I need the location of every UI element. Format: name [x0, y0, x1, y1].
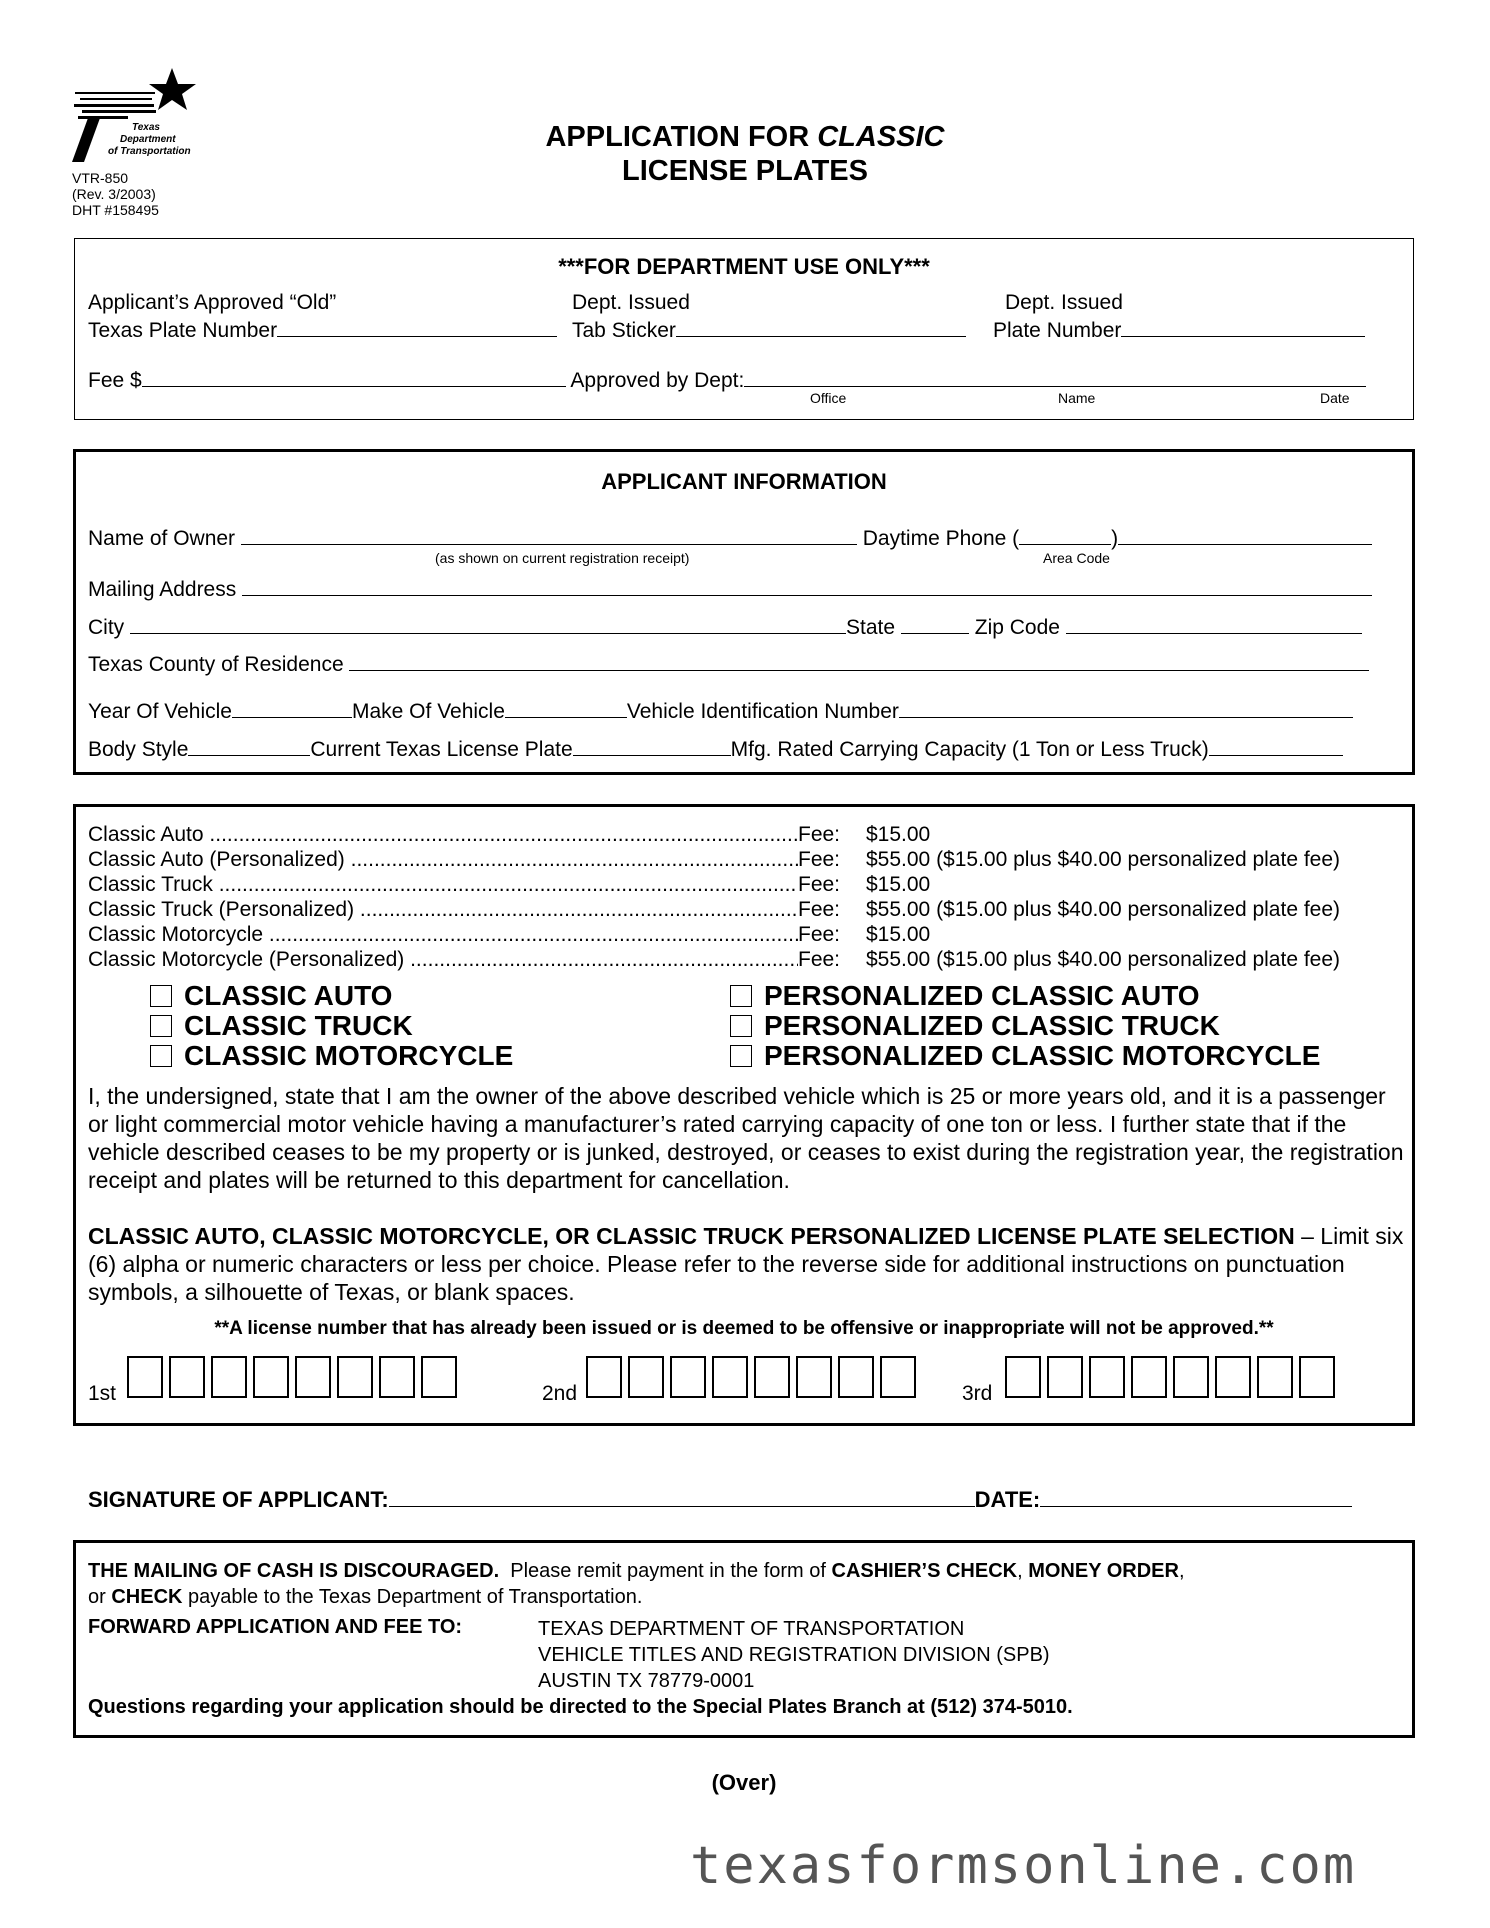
fee-tag: Fee: — [798, 823, 841, 846]
body-label: Body Style — [88, 738, 189, 761]
fee-tag: Fee: — [798, 948, 841, 971]
txdot-logo — [70, 66, 200, 166]
or-text: or — [88, 1586, 112, 1608]
capacity-field[interactable] — [1209, 735, 1343, 756]
mailing-label: Mailing Address — [88, 578, 237, 601]
checkbox-square[interactable] — [150, 1045, 172, 1067]
fee-label: Classic Motorcycle ..... — [88, 923, 798, 947]
address-line-1: TEXAS DEPARTMENT OF TRANSPORTATION — [538, 1618, 965, 1640]
vin-label: Vehicle Identification Number — [626, 700, 899, 723]
char-cell[interactable] — [670, 1356, 706, 1398]
applicant-box — [73, 449, 1415, 775]
approved-old-field[interactable] — [277, 316, 557, 337]
checkbox-personalized-truck[interactable] — [730, 1010, 1220, 1042]
char-cell[interactable] — [1131, 1356, 1167, 1398]
agency-line-1: Texas — [132, 122, 160, 133]
form-number: VTR-850 — [72, 170, 129, 186]
checkbox-square[interactable] — [730, 1015, 752, 1037]
state-label: State — [846, 616, 896, 639]
char-cell[interactable] — [127, 1356, 163, 1398]
approved-old-label-2: Texas Plate Number — [88, 319, 278, 342]
char-cell[interactable] — [421, 1356, 457, 1398]
checkbox-square[interactable] — [150, 985, 172, 1007]
county-label: Texas County of Residence — [88, 653, 344, 676]
city-label: City — [88, 616, 125, 639]
choice-3-cells[interactable] — [1005, 1356, 1341, 1398]
sub-office: Office — [810, 390, 847, 406]
fee-row — [88, 823, 930, 847]
owner-statement: I, the undersigned, state that I am the owner of the above described vehicle which is 25 or more years old, and it is a passenger or light commercial motor vehicle having a manufacturer’s rated carrying capacity of one ton or less. I further state that if the vehicle described ceases to be my property or is junked, destroyed, or ceases to exist during the registration year, the registration receipt and plates will be returned to this department for cancellation. — [88, 1083, 1404, 1193]
checkbox-label: CLASSIC AUTO — [184, 980, 393, 1011]
check: CHECK — [111, 1586, 183, 1608]
fee-tag: Fee: — [798, 873, 841, 896]
tab-sticker-field[interactable] — [676, 316, 966, 337]
char-cell[interactable] — [337, 1356, 373, 1398]
cash-warning: THE MAILING OF CASH IS DISCOURAGED. — [88, 1560, 500, 1582]
fee-amount: $55.00 ($15.00 plus $40.00 personalized plate fee) — [866, 898, 1341, 921]
title-part-2: CLASSIC — [817, 121, 945, 153]
phone-label: Daytime Phone ( — [862, 527, 1020, 550]
make-label: Make Of Vehicle — [352, 700, 505, 723]
dept-fee-field[interactable] — [142, 366, 566, 387]
fee-tag: Fee: — [798, 898, 841, 921]
owner-label: Name of Owner — [88, 527, 236, 550]
char-cell[interactable] — [628, 1356, 664, 1398]
questions-note: Questions regarding your application should be directed to the Special Plates Branch at (512) 374-5010. — [88, 1696, 1073, 1718]
char-cell[interactable] — [379, 1356, 415, 1398]
tab-sticker-label — [572, 290, 966, 344]
form-revision: (Rev. 3/2003) — [72, 186, 156, 202]
owner-row — [88, 524, 1372, 551]
fee-tag: Fee: — [798, 848, 841, 871]
char-cell[interactable] — [1299, 1356, 1335, 1398]
plate-number-label-2: Plate Number — [993, 319, 1122, 342]
char-cell[interactable] — [1005, 1356, 1041, 1398]
char-cell[interactable] — [796, 1356, 832, 1398]
choice-1-cells[interactable] — [127, 1356, 463, 1398]
fee-row — [88, 898, 1340, 922]
cash-text: Please remit payment in the form of — [499, 1560, 832, 1582]
char-cell[interactable] — [586, 1356, 622, 1398]
forward-label: FORWARD APPLICATION AND FEE TO: — [88, 1616, 463, 1638]
page-title — [400, 120, 1090, 188]
year-field[interactable] — [232, 697, 352, 718]
zip-label: Zip Code — [974, 616, 1060, 639]
checkbox-classic-auto[interactable] — [150, 980, 392, 1012]
fee-tag: Fee: — [798, 923, 841, 946]
money-order: MONEY ORDER — [1028, 1560, 1179, 1582]
payment-note — [88, 1558, 1398, 1610]
char-cell[interactable] — [1047, 1356, 1083, 1398]
char-cell[interactable] — [1215, 1356, 1251, 1398]
char-cell[interactable] — [169, 1356, 205, 1398]
phone-field[interactable] — [1118, 524, 1372, 545]
owner-note: (as shown on current registration receipt) — [435, 550, 690, 566]
body-row — [88, 735, 1343, 762]
checkbox-square[interactable] — [730, 985, 752, 1007]
sub-date: Date — [1320, 390, 1350, 406]
checkbox-label: PERSONALIZED CLASSIC MOTORCYCLE — [764, 1040, 1321, 1071]
approved-by-field[interactable] — [744, 366, 1366, 387]
date-label: DATE: — [974, 1487, 1041, 1512]
city-row — [88, 613, 1362, 640]
sub-name: Name — [1058, 390, 1096, 406]
fee-row — [88, 923, 930, 947]
selection-warning: **A license number that has already been issued or is deemed to be offensive or inappropriate will not be approved.** — [214, 1318, 1274, 1339]
fee-label: Classic Auto (Personalized) ..... — [88, 848, 798, 872]
address-line-3: AUSTIN TX 78779-0001 — [538, 1670, 755, 1692]
comma: , — [1178, 1560, 1185, 1582]
selection-text: Limit six (6) alpha or numeric characters or less per choice. Please refer to the reverse side for additional instructions on punctuation symbols, a silhouette of Texas, or blank spaces. — [88, 1223, 1404, 1305]
fee-amount: $55.00 ($15.00 plus $40.00 personalized plate fee) — [866, 948, 1341, 971]
fee-amount: $15.00 — [866, 923, 931, 946]
owner-field[interactable] — [241, 524, 857, 545]
choice-3-label: 3rd — [962, 1382, 993, 1405]
fee-label: Classic Truck (Personalized) ..... — [88, 898, 798, 922]
checkbox-label: PERSONALIZED CLASSIC AUTO — [764, 980, 1200, 1011]
char-cell[interactable] — [1173, 1356, 1209, 1398]
current-plate-label: Current Texas License Plate — [310, 738, 573, 761]
dept-fee-row — [88, 366, 1366, 393]
capacity-label: Mfg. Rated Carrying Capacity (1 Ton or Less Truck) — [730, 738, 1209, 761]
choice-2-label: 2nd — [542, 1382, 578, 1405]
approved-old-label-1: Applicant’s Approved “Old” — [88, 291, 337, 314]
fee-row — [88, 848, 1340, 872]
fee-label: Classic Auto ..... — [88, 823, 798, 847]
fee-row — [88, 948, 1340, 972]
comma: , — [1017, 1560, 1029, 1582]
choice-2-cells[interactable] — [586, 1356, 922, 1398]
checkbox-personalized-auto[interactable] — [730, 980, 1200, 1012]
fee-label: Classic Truck ..... — [88, 873, 798, 897]
char-cell[interactable] — [253, 1356, 289, 1398]
checkbox-personalized-motorcycle[interactable] — [730, 1040, 1320, 1072]
char-cell[interactable] — [754, 1356, 790, 1398]
char-cell[interactable] — [880, 1356, 916, 1398]
signature-field[interactable] — [389, 1486, 975, 1507]
area-code-note: Area Code — [1043, 550, 1110, 566]
body-field[interactable] — [188, 735, 310, 756]
watermark: texasformsonline.com — [690, 1836, 1357, 1896]
mailing-address — [538, 1616, 1050, 1694]
char-cell[interactable] — [712, 1356, 748, 1398]
mailing-field[interactable] — [242, 575, 1372, 596]
make-field[interactable] — [505, 697, 627, 718]
zip-field[interactable] — [1066, 613, 1362, 634]
year-label: Year Of Vehicle — [88, 700, 232, 723]
fee-amount: $15.00 — [866, 873, 931, 896]
checkbox-square[interactable] — [730, 1045, 752, 1067]
fee-row — [88, 873, 930, 897]
current-plate-field[interactable] — [573, 735, 731, 756]
plate-number-label — [993, 290, 1365, 344]
fee-label: Classic Motorcycle (Personalized) ..... — [88, 948, 798, 972]
selection-dash: – — [1294, 1223, 1321, 1249]
phone-close: ) — [1111, 527, 1119, 550]
fee-amount: $55.00 ($15.00 plus $40.00 personalized plate fee) — [866, 848, 1341, 871]
char-cell[interactable] — [211, 1356, 247, 1398]
state-field[interactable] — [901, 613, 969, 634]
vin-field[interactable] — [899, 697, 1353, 718]
plate-number-label-1: Dept. Issued — [1005, 291, 1123, 314]
char-cell[interactable] — [295, 1356, 331, 1398]
agency-line-2: Department — [120, 134, 176, 145]
selection-instructions — [88, 1222, 1408, 1306]
applicant-heading: APPLICANT INFORMATION — [601, 469, 887, 494]
mailing-row — [88, 575, 1372, 602]
char-cell[interactable] — [1089, 1356, 1125, 1398]
plate-number-field[interactable] — [1121, 316, 1365, 337]
area-code-field[interactable] — [1019, 524, 1111, 545]
signature-row — [88, 1486, 1352, 1513]
tab-sticker-label-2: Tab Sticker — [572, 319, 676, 342]
selection-heading: CLASSIC AUTO, CLASSIC MOTORCYCLE, OR CLASSIC TRUCK PERSONALIZED LICENSE PLATE SELECTION — [88, 1223, 1295, 1249]
signature-label: SIGNATURE OF APPLICANT: — [88, 1487, 389, 1512]
title-part-1: APPLICATION FOR — [545, 121, 818, 153]
checkbox-classic-truck[interactable] — [150, 1010, 413, 1042]
form-dht: DHT #158495 — [72, 202, 159, 218]
checkbox-label: PERSONALIZED CLASSIC TRUCK — [764, 1010, 1220, 1041]
fee-amount: $15.00 — [866, 823, 931, 846]
over-note: (Over) — [711, 1770, 777, 1795]
char-cell[interactable] — [838, 1356, 874, 1398]
dept-fee-label: Fee $ — [88, 369, 142, 392]
payable-text: payable to the Texas Department of Transportation. — [182, 1586, 643, 1608]
cashiers-check: CASHIER’S CHECK — [831, 1560, 1018, 1582]
city-field[interactable] — [130, 613, 846, 634]
agency-line-3: of Transportation — [108, 146, 191, 157]
checkbox-classic-motorcycle[interactable] — [150, 1040, 513, 1072]
county-row — [88, 650, 1369, 677]
tab-sticker-label-1: Dept. Issued — [572, 291, 690, 314]
title-line-2: LICENSE PLATES — [622, 155, 868, 187]
char-cell[interactable] — [1257, 1356, 1293, 1398]
dept-use-heading: ***FOR DEPARTMENT USE ONLY*** — [558, 254, 930, 279]
approved-by-label: Approved by Dept: — [570, 369, 745, 392]
checkbox-label: CLASSIC MOTORCYCLE — [184, 1040, 514, 1071]
choice-1-label: 1st — [88, 1382, 117, 1405]
checkbox-label: CLASSIC TRUCK — [184, 1010, 413, 1041]
date-field[interactable] — [1040, 1486, 1352, 1507]
checkbox-square[interactable] — [150, 1015, 172, 1037]
address-line-2: VEHICLE TITLES AND REGISTRATION DIVISION (SPB) — [538, 1644, 1050, 1666]
county-field[interactable] — [349, 650, 1369, 671]
vehicle-row — [88, 697, 1353, 724]
approved-old-label — [88, 290, 557, 344]
